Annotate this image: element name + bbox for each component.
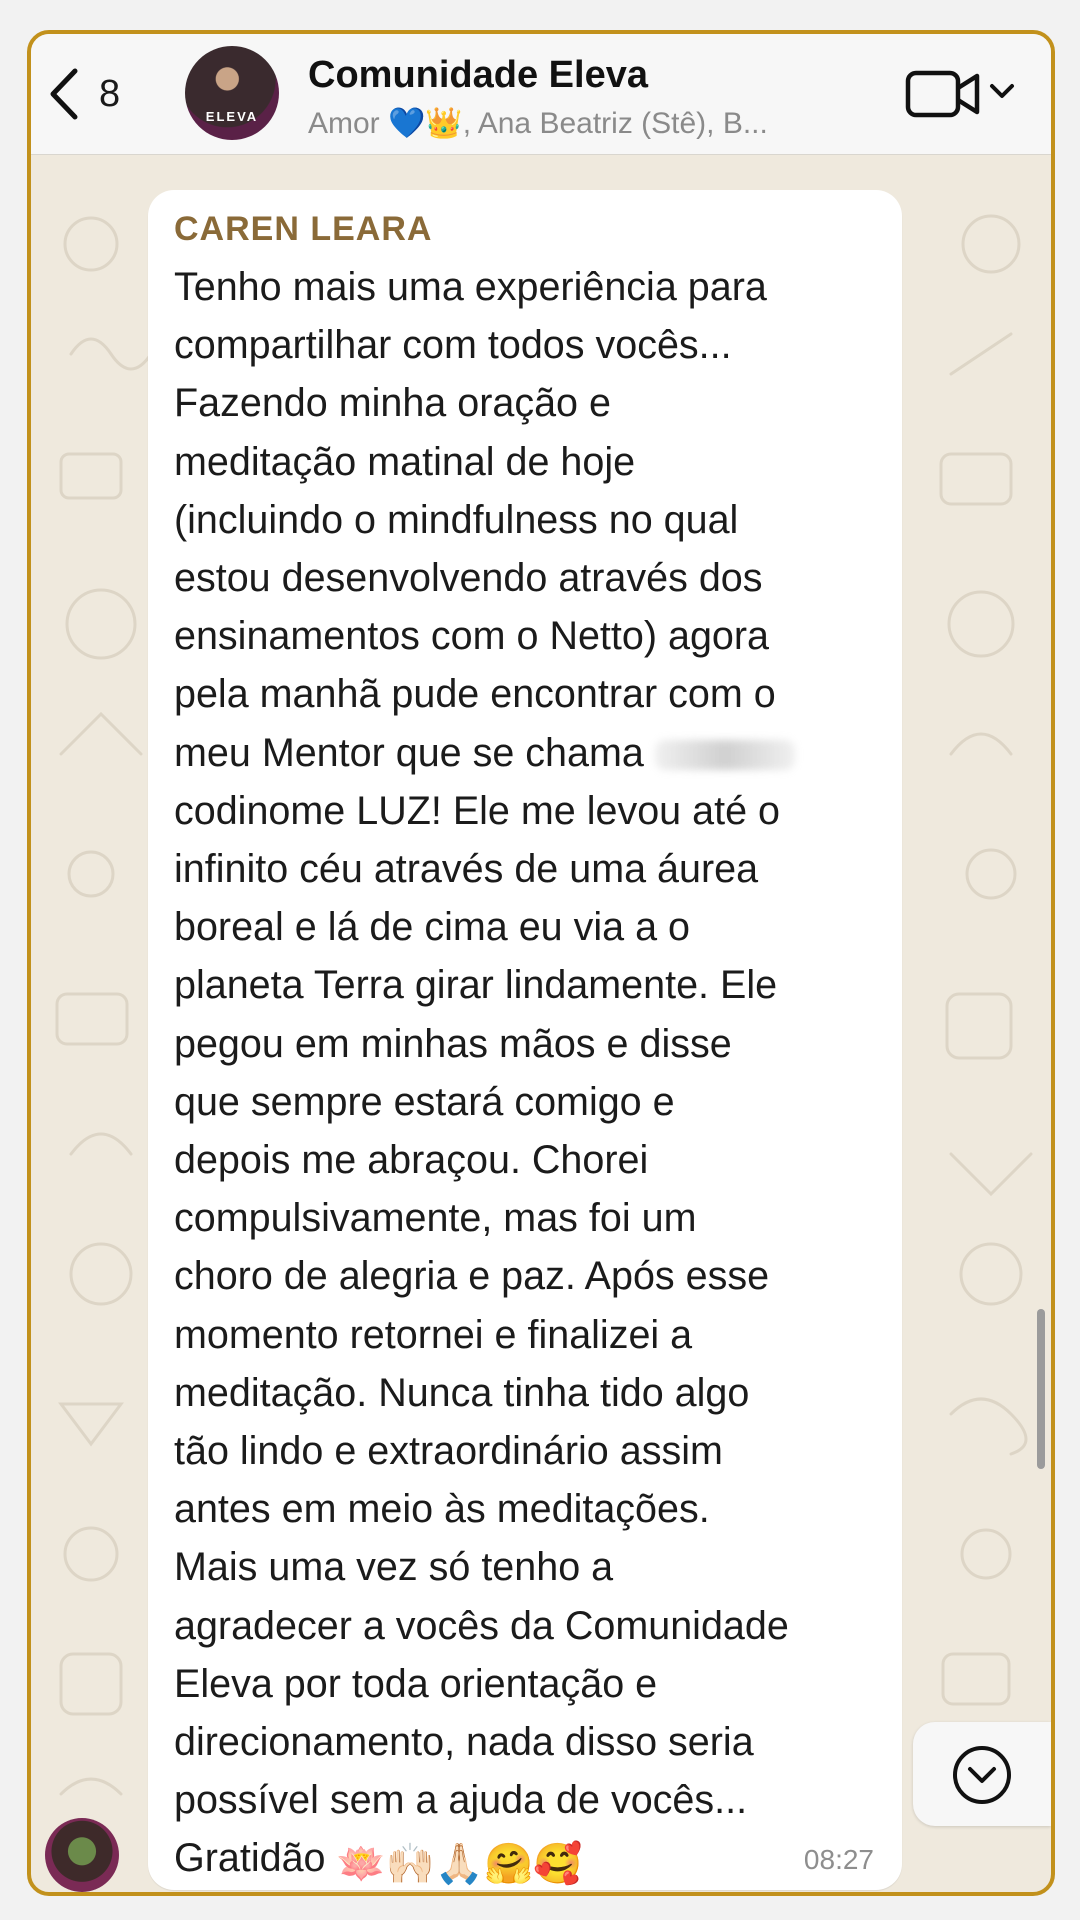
circle-chevron-down-icon	[951, 1744, 1013, 1806]
message-line: agradecer a vocês da Comunidade	[174, 1603, 789, 1648]
message-line: pegou em minhas mãos e disse	[174, 1021, 732, 1066]
message-line: meditação matinal de hoje	[174, 439, 636, 484]
unread-count: 8	[99, 72, 121, 115]
chat-title[interactable]: Comunidade Eleva	[308, 54, 648, 96]
screenshot-frame	[27, 30, 1055, 1896]
sender-avatar[interactable]	[45, 1818, 119, 1892]
message-line: depois me abraçou. Chorei	[174, 1138, 649, 1183]
message-line: possível sem a ajuda de vocês...	[174, 1778, 748, 1823]
sender-name[interactable]: CAREN LEARA	[174, 210, 433, 248]
avatar-label: ELEVA	[205, 109, 259, 124]
emoji-sequence: 🪷🙌🏻🙏🏻🤗🥰	[336, 1842, 583, 1887]
message-line: Mais uma vez só tenho a	[174, 1545, 614, 1590]
message-text	[174, 258, 894, 1894]
chevron-down-icon[interactable]	[989, 82, 1015, 100]
chat-members[interactable]: Amor 💙👑, Ana Beatriz (Stê), B...	[308, 107, 768, 140]
message-line: momento retornei e finalizei a	[174, 1312, 693, 1357]
message-bubble[interactable]	[148, 190, 902, 1890]
message-line	[174, 1829, 894, 1893]
message-line: Tenho mais uma experiência para	[174, 265, 767, 309]
group-avatar[interactable]	[185, 46, 279, 140]
message-line: meu Mentor que se chama	[174, 724, 894, 782]
message-line: ensinamentos com o Netto) agora	[174, 614, 770, 659]
message-line: antes em meio às meditações.	[174, 1487, 710, 1532]
message-line: tão lindo e extraordinário assim	[174, 1429, 723, 1474]
scroll-to-bottom-button[interactable]	[913, 1722, 1051, 1826]
message-line: Eleva por toda orientação e	[174, 1661, 658, 1706]
message-line: Fazendo minha oração e	[174, 381, 611, 426]
message-line: choro de alegria e paz. Após esse	[174, 1254, 770, 1299]
message-line: que sempre estará comigo e	[174, 1079, 675, 1124]
message-line: estou desenvolvendo através dos	[174, 556, 763, 601]
blurred-name	[655, 740, 795, 770]
message-line: compartilhar com todos vocês...	[174, 323, 732, 368]
scrollbar-thumb[interactable]	[1037, 1309, 1045, 1469]
gratitude-text: Gratidão	[174, 1836, 326, 1881]
message-line: direcionamento, nada disso seria	[174, 1720, 754, 1765]
message-line: compulsivamente, mas foi um	[174, 1196, 697, 1241]
message-line: meditação. Nunca tinha tido algo	[174, 1370, 750, 1415]
message-line: infinito céu através de uma áurea	[174, 847, 759, 892]
chat-header	[31, 34, 1051, 155]
back-button[interactable]	[47, 64, 120, 124]
message-line: codinome LUZ! Ele me levou até o	[174, 788, 780, 833]
message-time: 08:27	[803, 1844, 874, 1875]
message-line: boreal e lá de cima eu via a o	[174, 905, 691, 950]
message-line: planeta Terra girar lindamente. Ele	[174, 963, 778, 1008]
message-line: pela manhã pude encontrar com o	[174, 672, 776, 717]
message-line: (incluindo o mindfulness no qual	[174, 497, 739, 542]
video-camera-icon[interactable]	[905, 68, 983, 120]
chevron-left-icon	[47, 67, 81, 121]
